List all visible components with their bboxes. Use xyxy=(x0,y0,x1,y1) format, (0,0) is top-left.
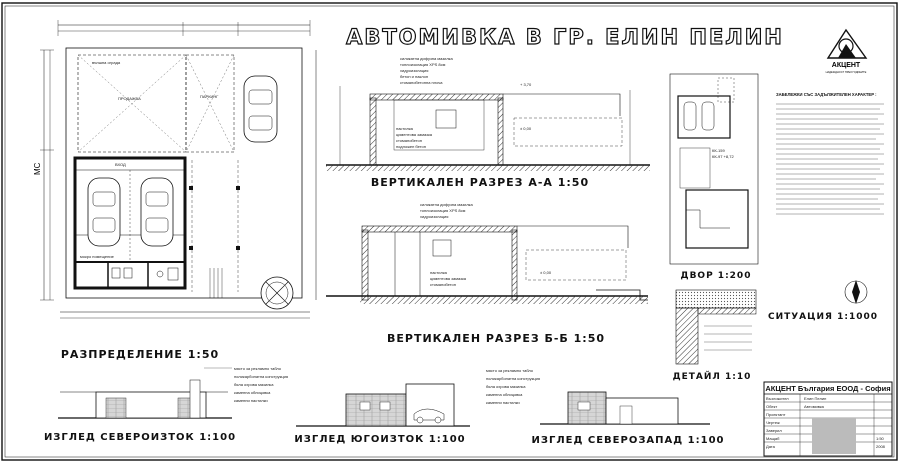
elevation-northwest xyxy=(540,392,710,424)
logo-name: АКЦЕНТ xyxy=(831,62,861,69)
tb-row-1: Възложител xyxy=(766,396,789,401)
svg-text:мокро помещение: мокро помещение xyxy=(80,254,114,259)
elevation-southeast xyxy=(296,384,470,426)
elev-ne-label: ИЗГЛЕД СЕВЕРОИЗТОК 1:100 xyxy=(43,432,237,443)
svg-text:топлоизолация XPS 8см: топлоизолация XPS 8см xyxy=(400,62,446,67)
stairs xyxy=(210,268,222,298)
detail-label: ДЕТАЙЛ 1:10 xyxy=(672,372,752,382)
tb-row-4: Чертеж xyxy=(766,420,780,425)
car-bay-right xyxy=(141,178,173,246)
section-bb xyxy=(326,202,648,304)
svg-text:силикатна дифузна мазилка: силикатна дифузна мазилка xyxy=(420,202,473,207)
svg-text:КК-159: КК-159 xyxy=(712,148,725,153)
svg-text:настилка: настилка xyxy=(396,126,413,131)
tb-val-6: 1:50 xyxy=(876,436,884,441)
svg-text:ПРОДАЖБА: ПРОДАЖБА xyxy=(118,96,141,101)
svg-text:циментова замазка: циментова замазка xyxy=(396,132,433,137)
svg-text:циментова замазка: циментова замазка xyxy=(430,276,467,281)
svg-text:бетон и наклон: бетон и наклон xyxy=(400,74,429,79)
detail-drawing xyxy=(676,290,756,364)
notes-block xyxy=(776,92,884,214)
car-bay-left xyxy=(88,178,120,246)
svg-text:подложен бетон: подложен бетон xyxy=(396,144,426,149)
yard-label: ДВОР 1:200 xyxy=(680,271,752,281)
tb-row-6: Мащаб xyxy=(766,436,780,441)
drawing-title: АВТОМИВКА В ГР. ЕЛИН ПЕЛИН xyxy=(346,25,784,49)
signature-blur xyxy=(812,418,856,454)
situation-label: СИТУАЦИЯ 1:1000 xyxy=(767,312,879,322)
svg-text:външна ограда: външна ограда xyxy=(92,60,121,65)
north-arrow-icon xyxy=(261,277,293,309)
svg-text:ПАРКИНГ: ПАРКИНГ xyxy=(200,94,219,99)
floor-plan xyxy=(33,20,316,318)
tb-val-1: Елин Пелин xyxy=(804,396,827,401)
callout-2: поликарбонатна конструкция xyxy=(234,374,289,379)
callout-1: място за рекламно табло xyxy=(234,366,282,371)
callout-se-3: бяла охрова мазилка xyxy=(486,384,526,389)
svg-text:стоманобетон: стоманобетон xyxy=(430,282,456,287)
svg-text:+ 3,70: + 3,70 xyxy=(520,82,532,87)
svg-text:стоманобетон: стоманобетон xyxy=(396,138,422,143)
callout-5: каменни настилки xyxy=(234,398,268,403)
svg-text:настилка: настилка xyxy=(430,270,447,275)
tb-row-2: Обект xyxy=(766,404,778,409)
title-block-company: АКЦЕНТ България ЕООД - София xyxy=(765,384,891,393)
svg-text:хидроизолация: хидроизолация xyxy=(420,214,449,219)
elev-nw-label: ИЗГЛЕД СЕВЕРОЗАПАД 1:100 xyxy=(531,435,725,446)
elev-se-label: ИЗГЛЕД ЮГОИЗТОК 1:100 xyxy=(294,434,466,445)
tb-row-5: Заверил xyxy=(766,428,782,433)
callout-se-1: място за рекламно табло xyxy=(486,368,534,373)
callout-3: бяла охрова мазилка xyxy=(234,382,274,387)
car-parked xyxy=(244,76,277,142)
svg-text:хидроизолация: хидроизолация xyxy=(400,68,429,73)
svg-text:стоманобетонна плоча: стоманобетонна плоча xyxy=(400,80,443,85)
callout-se-5: каменни настилки xyxy=(486,400,520,405)
callout-4: каменна облицовка xyxy=(234,390,271,395)
tb-val-2: Автомивка xyxy=(804,404,824,409)
callout-se-4: каменна облицовка xyxy=(486,392,523,397)
svg-text:ВХОД: ВХОД xyxy=(115,162,126,167)
svg-text:КК-97 +8,72: КК-97 +8,72 xyxy=(712,154,734,159)
section-bb-label: ВЕРТИКАЛЕН РАЗРЕЗ Б-Б 1:50 xyxy=(387,332,605,345)
svg-text:силикатна дифузна мазилка: силикатна дифузна мазилка xyxy=(400,56,453,61)
yard-plan xyxy=(670,74,758,264)
tb-val-7: 2008 xyxy=(876,444,885,449)
section-aa-label: ВЕРТИКАЛЕН РАЗРЕЗ А-А 1:50 xyxy=(370,176,590,189)
section-aa xyxy=(326,56,650,171)
company-logo xyxy=(826,30,867,74)
notes-heading: ЗАБЕЛЕЖКИ СЪС ЗАДЪЛЖИТЕЛЕН ХАРАКТЕР : xyxy=(776,92,877,97)
elevation-northeast xyxy=(58,380,232,418)
tb-row-7: Дата xyxy=(766,444,775,449)
situation-north-icon xyxy=(845,280,867,304)
plan-side-mark: МС xyxy=(33,162,42,175)
title-block xyxy=(764,382,892,456)
plan-label: РАЗПРЕДЕЛЕНИЕ 1:50 xyxy=(60,348,220,361)
logo-subtitle: НАДЕЖДНОСТ ПРЕЗ ГОДИНИТЕ xyxy=(825,71,867,74)
svg-text:± 0,00: ± 0,00 xyxy=(540,270,552,275)
callout-se-2: поликарбонатна конструкция xyxy=(486,376,541,381)
tb-row-3: Проектант xyxy=(766,412,786,417)
svg-text:± 0,00: ± 0,00 xyxy=(520,126,532,131)
svg-text:топлоизолация XPS 8см: топлоизолация XPS 8см xyxy=(420,208,466,213)
